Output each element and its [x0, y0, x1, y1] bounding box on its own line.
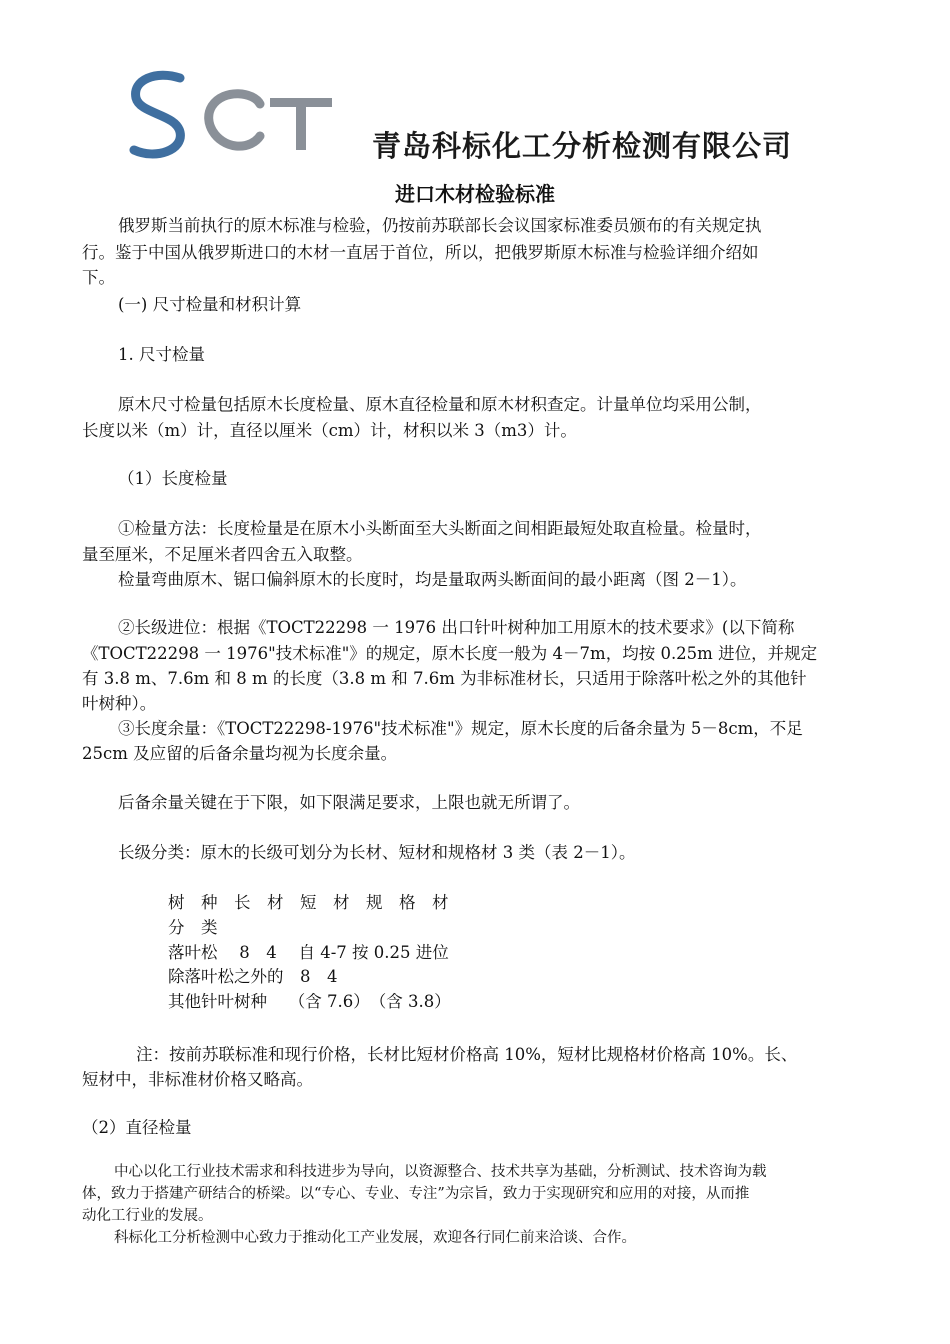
table-row: 其他针叶树种 （含 7.6） （含 3.8）	[168, 992, 451, 1011]
grade-line-1: ②长级进位：根据《TOCT22298 一 1976 出口针叶树种加工用原木的技术要求》(以下简称	[118, 618, 795, 637]
table-row: 落叶松 8 4 自 4-7 按 0.25 进位	[168, 943, 449, 962]
company-name: 青岛科标化工分析检测有限公司	[372, 129, 793, 163]
method-line-1: ①检量方法：长度检量是在原木小头断面至大头断面之间相距最短处取直检量。检量时，	[118, 519, 762, 538]
size-paragraph-line-1: 原木尺寸检量包括原木长度检量、原木直径检量和原木材积查定。计量单位均采用公制，	[118, 395, 762, 414]
method-line-3: 检量弯曲原木、锯口偏斜原木的长度时，均是量取两头断面间的最小距离（图 2－1）。	[118, 570, 747, 589]
table-row: 除落叶松之外的 8 4	[168, 967, 338, 986]
footer-line-1: 中心以化工行业技术需求和科技进步为导向，以资源整合、技术共享为基础，分析测试、技术咨询为载	[114, 1164, 767, 1180]
grade-line-3: 有 3.8 m、7.6m 和 8 m 的长度（3.8 m 和 7.6m 为非标准材长，只适用于除落叶松之外的其他针	[82, 669, 807, 688]
grade-line-6: 25cm 及应留的后备余量均视为长度余量。	[82, 744, 398, 763]
class-intro: 长级分类：原木的长级可划分为长材、短材和规格材 3 类（表 2－1）。	[118, 843, 636, 862]
document-title: 进口木材检验标准	[395, 182, 555, 206]
grade-line-5: ③长度余量：《TOCT22298-1976"技术标准"》规定，原木长度的后备余量为 5－8cm，不足	[118, 719, 803, 738]
diameter-heading: （2）直径检量	[82, 1118, 192, 1137]
section-heading: (一) 尺寸检量和材积计算	[118, 295, 302, 314]
method-line-2: 量至厘米，不足厘米者四舍五入取整。	[82, 545, 363, 564]
footer-line-3: 动化工行业的发展。	[82, 1208, 213, 1224]
intro-line-2: 行。鉴于中国从俄罗斯进口的木材一直居于首位，所以，把俄罗斯原木标准与检验详细介绍如	[82, 243, 759, 262]
note-line-2: 短材中，非标准材价格又略高。	[82, 1070, 313, 1089]
grade-line-2: 《TOCT22298 一 1976"技术标准"》的规定，原木长度一般为 4－7m，均按 0.25m 进位，并规定	[82, 644, 818, 663]
intro-line-3: 下。	[82, 268, 115, 287]
grade-line-4: 叶树种）。	[82, 694, 157, 713]
footer-line-2: 体，致力于搭建产研结合的桥梁。以“专心、专业、专注”为宗旨，致力于实现研究和应用的对接，从而推	[82, 1186, 750, 1202]
intro-line-1: 俄罗斯当前执行的原木标准与检验，仍按前苏联部长会议国家标准委员颁布的有关规定执	[118, 216, 762, 235]
table-row: 分 类	[168, 918, 218, 937]
backup-note: 后备余量关键在于下限，如下限满足要求，上限也就无所谓了。	[118, 793, 580, 812]
footer-line-4: 科标化工分析检测中心致力于推动化工产业发展，欢迎各行同仁前来洽谈、合作。	[114, 1230, 636, 1246]
size-paragraph-line-2: 长度以米（m）计，直径以厘米（cm）计，材积以米 3（m3）计。	[82, 421, 577, 440]
table-row: 树 种 长 材 短 材 规 格 材	[168, 893, 449, 912]
length-heading: （1）长度检量	[118, 469, 228, 488]
sct-logo	[128, 70, 338, 162]
subsection-heading: 1. 尺寸检量	[118, 345, 205, 364]
note-line-1: 注：按前苏联标准和现行价格，长材比短材价格高 10%，短材比规格材价格高 10%。长、	[136, 1045, 798, 1064]
